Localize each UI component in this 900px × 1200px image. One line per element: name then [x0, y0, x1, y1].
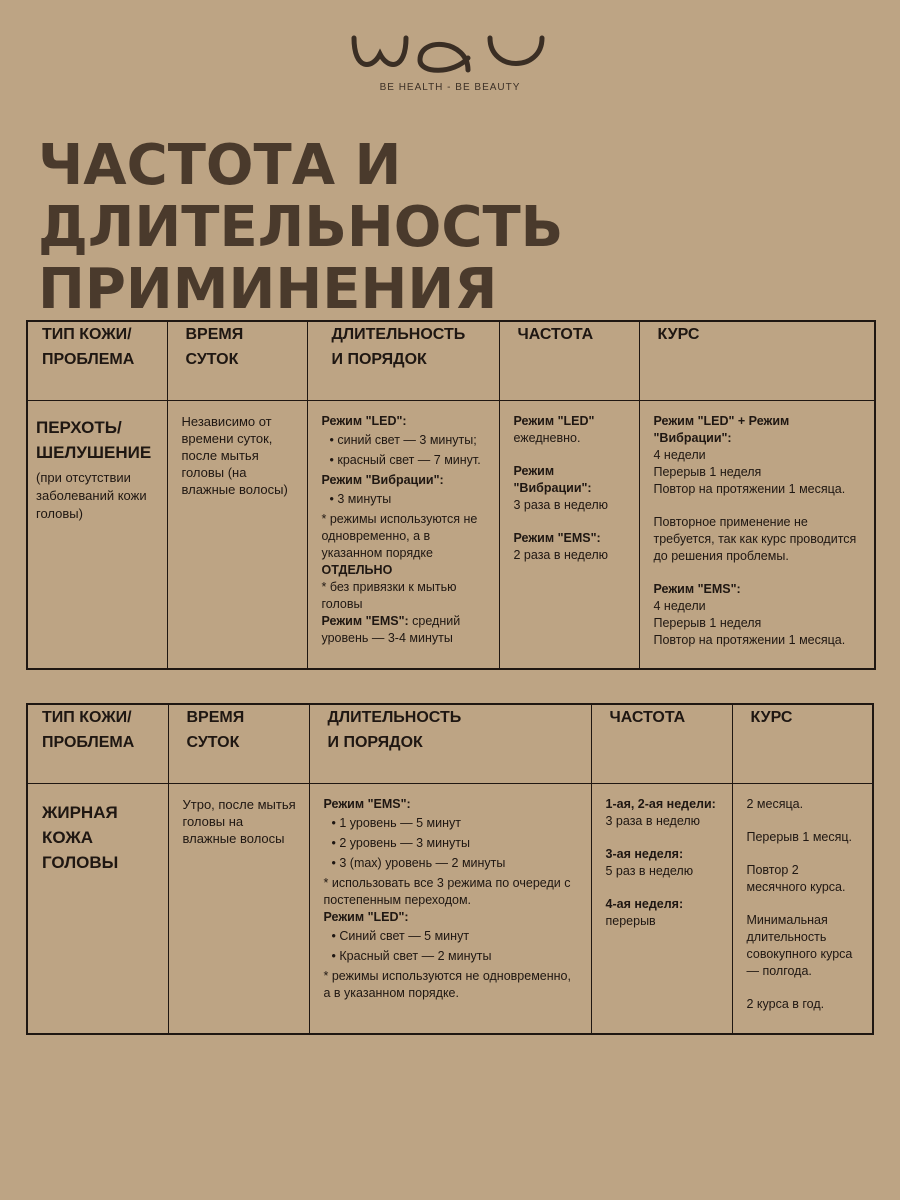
course-line: Перерыв 1 неделя	[653, 465, 762, 479]
ems-mode-label: Режим "EMS":	[321, 614, 409, 628]
list-item: • Красный свет — 2 минуты	[324, 948, 581, 965]
week-4-label: 4-ая неделя:	[605, 897, 684, 911]
table-header-row	[27, 321, 875, 401]
course-line: Перерыв 1 месяц.	[746, 830, 853, 844]
header-skin-line-2: ПРОБЛЕМА	[42, 734, 135, 751]
time-cell: Утро, после мытья головы на влажные волосы	[168, 784, 309, 1034]
week-1-2-label: 1-ая, 2-ая недели:	[605, 797, 716, 811]
repeat-note: Повторное применение не требуется, так как курс проводится до решения проблемы.	[653, 515, 857, 563]
course-line: Повтор 2 месячного курса.	[746, 863, 846, 894]
list-item: • красный свет — 7 минут.	[322, 452, 493, 469]
list-item: • 3 (max) уровень — 2 минуты	[324, 855, 581, 872]
header-duration	[309, 704, 591, 784]
header-time-line-1: ВРЕМЯ	[185, 326, 244, 343]
course-line: 2 курса в год.	[746, 997, 825, 1011]
week-3-label: 3-ая неделя:	[605, 847, 684, 861]
frequency-cell	[591, 784, 732, 1034]
header-frequency: ЧАСТОТА	[499, 321, 639, 401]
problem-note: (при отсутствии заболеваний кожи головы)	[36, 470, 147, 521]
header-duration-line-1: ДЛИТЕЛЬНОСТЬ	[327, 709, 462, 726]
header-time-line-2: СУТОК	[185, 351, 239, 368]
ems-frequency-text: 2 раза в неделю	[513, 548, 609, 562]
problem-title-line-1: ЖИРНАЯ	[42, 803, 118, 822]
ems-mode-label: Режим "EMS":	[513, 531, 601, 545]
list-item: • 3 минуты	[322, 491, 493, 508]
led-vibration-course-label: Режим "LED" + Режим "Вибрации":	[653, 414, 790, 445]
table-row	[27, 401, 875, 669]
problem-cell	[27, 784, 168, 1034]
frequency-cell	[499, 401, 639, 669]
header-skin-line-2: ПРОБЛЕМА	[42, 351, 135, 368]
problem-title-line-2: ШЕЛУШЕНИЕ	[36, 443, 152, 462]
list-item: • 1 уровень — 5 минут	[324, 815, 581, 832]
list-item: • Синий свет — 5 минут	[324, 928, 581, 945]
brand-tagline: BE HEALTH - BE BEAUTY	[379, 82, 521, 93]
separately-label: ОТДЕЛЬНО	[321, 563, 393, 577]
header-duration-line-1: ДЛИТЕЛЬНОСТЬ	[331, 326, 466, 343]
table-header-row	[27, 704, 873, 784]
course-line: Перерыв 1 неделя	[653, 616, 762, 630]
problem-title-line-3: ГОЛОВЫ	[42, 853, 119, 872]
course-line: Повтор на протяжении 1 месяца.	[653, 482, 846, 496]
course-cell	[732, 784, 873, 1034]
header-skin-type	[27, 321, 167, 401]
vibration-frequency-text: 3 раза в неделю	[513, 498, 609, 512]
duration-cell	[307, 401, 499, 669]
vibration-mode-label: Режим	[513, 464, 555, 478]
page-title-line-2: ПРИМИНЕНИЯ	[38, 257, 498, 322]
vibration-mode-label: Режим "Вибрации":	[321, 473, 444, 487]
problem-cell	[27, 401, 167, 669]
header-skin-line-1: ТИП КОЖИ/	[42, 326, 132, 343]
problem-title-line-2: КОЖА	[42, 828, 94, 847]
week-3-text: 5 раз в неделю	[605, 864, 694, 878]
duration-cell	[309, 784, 591, 1034]
header-duration	[307, 321, 499, 401]
ems-course-label: Режим "EMS":	[653, 582, 741, 596]
oily-scalp-table	[26, 703, 874, 1035]
problem-title-line-1: ПЕРХОТЬ/	[36, 418, 122, 437]
header-duration-line-2: И ПОРЯДОК	[327, 734, 423, 751]
header-time-line-2: СУТОК	[186, 734, 240, 751]
ems-mode-label: Режим "EMS":	[323, 797, 411, 811]
header-skin-line-1: ТИП КОЖИ/	[42, 709, 132, 726]
sequence-note: * использовать все 3 режима по очереди с постепенным переходом.	[323, 876, 571, 907]
wau-logo-icon	[350, 30, 550, 76]
course-line: Повтор на протяжении 1 месяца.	[653, 633, 846, 647]
order-note: * режимы используются не одновременно, а в указанном порядке.	[323, 969, 571, 1000]
brand-logo	[0, 30, 900, 93]
vibration-mode-label-2: "Вибрации":	[513, 481, 592, 495]
header-duration-line-2: И ПОРЯДОК	[331, 351, 427, 368]
header-skin-type	[27, 704, 168, 784]
ems-duration-text: средний уровень — 3-4 минуты	[321, 614, 461, 645]
course-cell	[639, 401, 875, 669]
course-line: 4 недели	[653, 599, 706, 613]
course-line: 2 месяца.	[746, 797, 804, 811]
table-row	[27, 784, 873, 1034]
order-note: * режимы используются не одновременно, а в указанном порядке	[321, 512, 478, 560]
header-course: КУРС	[639, 321, 875, 401]
header-time	[168, 704, 309, 784]
header-frequency: ЧАСТОТА	[591, 704, 732, 784]
course-line: Минимальная длительность совокупного курса — полгода.	[746, 913, 853, 978]
list-item: • 2 уровень — 3 минуты	[324, 835, 581, 852]
led-mode-label: Режим "LED":	[321, 414, 407, 428]
week-4-text: перерыв	[605, 914, 656, 928]
led-mode-label: Режим "LED"	[513, 414, 595, 428]
page-title-line-1: ЧАСТОТА И ДЛИТЕЛЬНОСТЬ	[38, 133, 564, 260]
page-title	[38, 135, 888, 321]
time-cell: Независимо от времени суток, после мытья головы (на влажные волосы)	[167, 401, 307, 669]
list-item: • синий свет — 3 минуты;	[322, 432, 493, 449]
dandruff-table	[26, 320, 876, 670]
header-time-line-1: ВРЕМЯ	[186, 709, 245, 726]
header-course: КУРС	[732, 704, 873, 784]
week-1-2-text: 3 раза в неделю	[605, 814, 701, 828]
course-line: 4 недели	[653, 448, 706, 462]
led-mode-label: Режим "LED":	[323, 910, 409, 924]
washing-note: * без привязки к мытью головы	[321, 580, 457, 611]
header-time	[167, 321, 307, 401]
led-frequency-text: ежедневно.	[513, 431, 581, 445]
